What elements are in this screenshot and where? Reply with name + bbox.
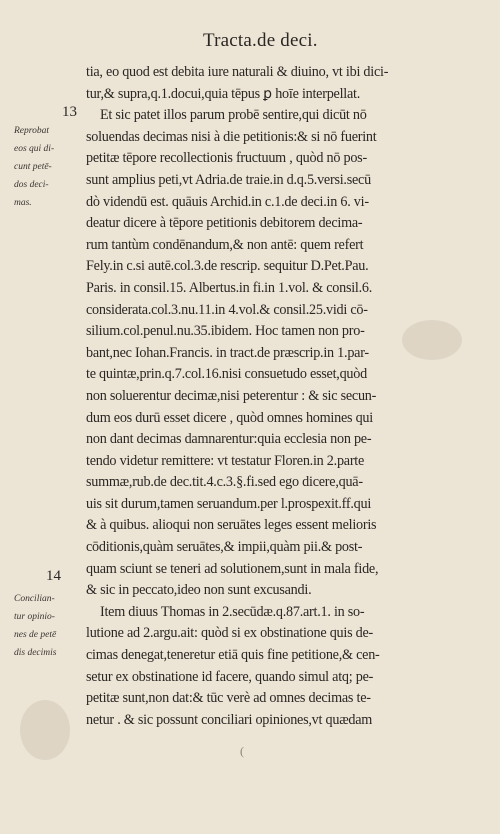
margin-note-line: Concilian- <box>14 594 55 604</box>
page-mark: ( <box>240 744 244 758</box>
section-number-14: 14 <box>46 568 61 584</box>
text-line: non soluerentur decimæ,nisi peterentur : & sic secun- <box>86 387 377 404</box>
text-line: rum tantùm condēnandum,& non antē: quem refert <box>86 236 364 253</box>
margin-note-line: Reprobat <box>14 126 50 136</box>
margin-note-line: nes de petē <box>14 630 57 640</box>
margin-note-line: eos qui di- <box>14 144 55 154</box>
text-line: Fely.in c.si autē.col.3.de rescrip. sequitur D.Pet.Pau. <box>86 258 369 275</box>
margin-note-line: cunt petē- <box>14 162 52 172</box>
margin-note-13 <box>14 122 78 212</box>
paper-stain <box>402 320 462 360</box>
text-line: dò videndū est. quāuis Archid.in c.1.de deci.in 6. vi- <box>86 193 369 210</box>
text-line: netur . & sic possunt conciliari opiniones,vt quædam <box>86 711 373 728</box>
text-line: soluendas decimas nisi à die petitionis:& si nō fuerint <box>86 128 377 145</box>
text-line: petitæ tēpore recollectionis fructuum , quòd nō pos- <box>86 150 367 167</box>
text-line: tur,& supra,q.1.docui,quia tēpus ꝑ hoīe interpellat. <box>86 85 360 102</box>
text-line: quam sciunt se teneri ad solutionem,sunt in mala fide, <box>86 560 379 577</box>
text-line: Paris. in consil.15. Albertus.in fi.in 1.vol. & consil.6. <box>86 279 373 296</box>
text-line: petitæ sunt,non dat:& tūc verè ad omnes decimas te- <box>86 690 371 707</box>
text-line: considerata.col.3.nu.11.in 4.vol.& consil.25.vidi cō- <box>86 301 368 318</box>
text-line: & à quibus. alioqui non seruātes leges essent melioris <box>86 517 377 534</box>
text-line: non dant decimas damnarentur:quia ecclesia non pe- <box>86 431 372 448</box>
text-line: setur ex obstinatione id facere, quando simul atq; pe- <box>86 668 374 685</box>
text-line: bant,nec Iohan.Francis. in tract.de præscrip.in 1.par- <box>86 344 369 361</box>
margin-note-line: tur opinio- <box>14 612 55 622</box>
text-line: deatur dicere à tēpore petitionis debitorem decima- <box>86 215 363 232</box>
margin-note-line: dis decimis <box>14 648 57 658</box>
text-line: tia, eo quod est debita iure naturali & diuino, vt ibi dici- <box>86 64 389 80</box>
text-line: dum eos durū esset dicere , quòd omnes homines qui <box>86 409 373 426</box>
section-number-13: 13 <box>62 104 77 120</box>
paper-stain <box>20 700 70 760</box>
text-line: lutione ad 2.argu.ait: quòd si ex obstinatione quis de- <box>86 625 374 642</box>
text-line: tendo videtur remittere: vt testatur Floren.in 2.parte <box>86 452 365 469</box>
text-line: sunt amplius peti,vt Adria.de traie.in d.q.5.versi.secū <box>86 171 371 188</box>
margin-note-line: dos deci- <box>14 180 49 190</box>
text-line: silium.col.penul.nu.35.ibidem. Hoc tamen non pro- <box>86 323 365 340</box>
text-line: summæ,rub.de dec.tit.4.c.3.§.fi.sed ego dicere,quā- <box>86 474 363 491</box>
text-line: uis sit durum,tamen seruandum.per l.prospexit.ff.qui <box>86 495 372 512</box>
text-line: & sic in peccato,ideo non sunt excusandi. <box>86 582 312 599</box>
margin-note-14 <box>14 590 78 662</box>
body-text <box>86 62 468 731</box>
running-head: Tracta.de deci. <box>203 30 318 51</box>
margin-note-line: mas. <box>14 198 32 208</box>
text-line: te quintæ,prin.q.7.col.16.nisi consuetudo esset,quòd <box>86 366 367 383</box>
text-line: cimas denegat,teneretur etiā quis fine petitione,& cen- <box>86 647 380 664</box>
text-line: Item diuus Thomas in 2.secūdæ.q.87.art.1. in so- <box>100 603 365 620</box>
text-line: cōditionis,quàm seruātes,& impii,quàm pii.& post- <box>86 539 363 556</box>
text-line: Et sic patet illos parum probē sentire,qui dicūt nō <box>100 107 367 124</box>
